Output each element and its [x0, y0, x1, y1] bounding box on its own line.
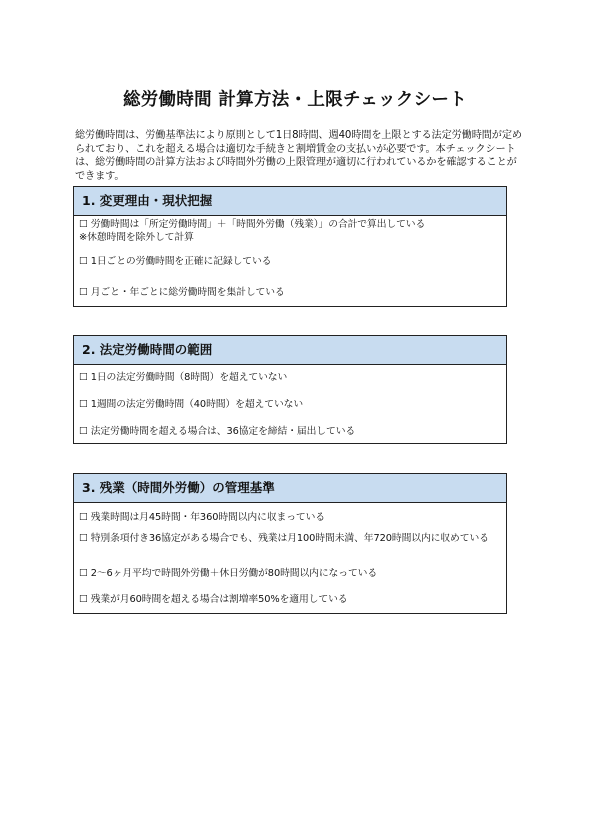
checklist-item[interactable] — [79, 533, 500, 546]
section-heading: 1. 変更理由・現状把握 — [74, 187, 506, 216]
checklist-item-text: ☐ 月ごと・年ごとに総労働時間を集計している — [79, 287, 285, 298]
checklist-item-text: ☐ 法定労働時間を超える場合は、36協定を締結・届出している — [79, 426, 356, 437]
checklist-item-text: ☐ 1週間の法定労働時間（40時間）を超えていない — [79, 399, 304, 410]
checklist-item[interactable] — [79, 426, 500, 439]
checklist-item-text: ☐ 1日の法定労働時間（8時間）を超えていない — [79, 372, 288, 383]
checklist-item[interactable] — [79, 594, 500, 607]
page-title: 総労働時間 計算方法・上限チェックシート — [122, 90, 468, 110]
intro-paragraph — [75, 129, 525, 183]
checklist-item-text: ☐ 残業時間は月45時間・年360時間以内に収まっている — [79, 512, 325, 523]
checklist-item[interactable] — [79, 399, 500, 412]
checklist-item-text: ☐ 残業が月60時間を超える場合は割増率50%を適用している — [79, 594, 348, 605]
checklist-item[interactable] — [79, 568, 500, 581]
checklist-item[interactable] — [79, 512, 500, 525]
checklist-item[interactable] — [79, 219, 500, 245]
checklist-item[interactable] — [79, 372, 500, 385]
checklist-item-text: ☐ 1日ごとの労働時間を正確に記録している — [79, 256, 272, 267]
checklist-item-note: ※休憩時間を除外して計算 — [79, 231, 194, 243]
section-current-status — [73, 186, 507, 307]
section-heading: 2. 法定労働時間の範囲 — [74, 336, 506, 365]
section-heading: 3. 残業（時間外労働）の管理基準 — [74, 474, 506, 503]
checklist-item-text: ☐ 特別条項付き36協定がある場合でも、残業は月100時間未満、年720時間以内に収めている — [79, 533, 489, 544]
intro-text: 総労働時間は、労働基準法により原則として1日8時間、週40時間を上限とする法定労働時間が定められており、これを超える場合は適切な手続きと割増賃金の支払いが必要です。本チェックシートは、総労働時間の計算方法および時間外労働の上限管理が適切に行われているかを確認することができます。 — [75, 130, 522, 182]
section-legal-hours — [73, 335, 507, 444]
checklist-item[interactable] — [79, 256, 500, 269]
checklist-item[interactable] — [79, 287, 500, 300]
section-overtime-management — [73, 473, 507, 614]
checklist-item-text: ☐ 労働時間は「所定労働時間」＋「時間外労働（残業）」の合計で算出している — [79, 219, 426, 230]
checklist-item-text: ☐ 2～6ヶ月平均で時間外労働＋休日労働が80時間以内になっている — [79, 568, 378, 579]
